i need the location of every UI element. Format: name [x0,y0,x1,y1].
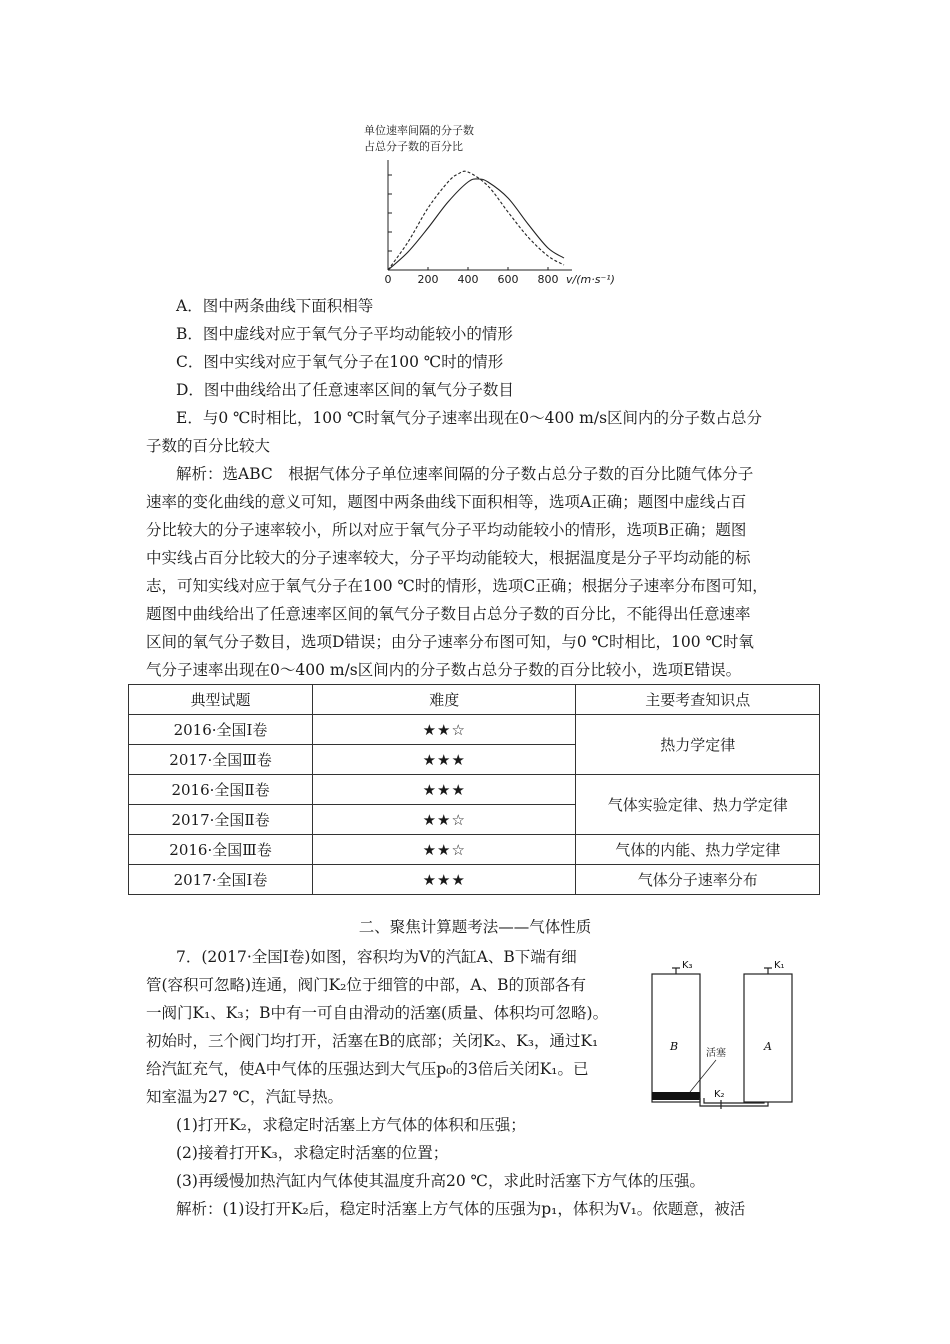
solid-curve [388,179,564,270]
option-b: B．图中虚线对应于氧气分子平均动能较小的情形 [176,325,513,343]
difficulty-stars: ★★☆ [313,715,576,745]
chart-xlabel: v/(m·s⁻¹) [566,273,615,286]
table-row [129,715,820,745]
question-line: 7．(2017·全国Ⅰ卷)如图，容积均为V的汽缸A、B下端有细 [176,948,577,966]
exam-cell: 2017·全国Ⅰ卷 [129,865,313,895]
chart-ylabel-line-1: 单位速率间隔的分子数 [364,124,474,137]
label-a: A [764,1040,772,1053]
exam-cell: 2016·全国Ⅱ卷 [129,775,313,805]
option-c: C．图中实线对应于氧气分子在100 ℃时的情形 [176,353,504,371]
question-line: 管(容积可忽略)连通，阀门K₂位于细管的中部，A、B的顶部各有 [146,976,586,994]
label-piston: 活塞 [706,1048,726,1059]
sub-question-3: (3)再缓慢加热汽缸内气体使其温度升高20 ℃，求此时活塞下方气体的压强。 [176,1172,705,1190]
cylinder-a [744,974,792,1102]
option-a: A．图中两条曲线下面积相等 [176,297,374,315]
table-header-topic: 主要考查知识点 [576,685,820,715]
table-header-difficulty: 难度 [313,685,576,715]
analysis-line: 气分子速率出现在0～400 m/s区间内的分子数占总分子数的百分比较小，选项E错误。 [146,661,742,679]
chart-series [388,171,564,270]
option-d: D．图中曲线给出了任意速率区间的氧气分子数目 [176,381,514,399]
table-row [129,835,820,865]
cylinder-b [652,974,700,1102]
difficulty-stars: ★★☆ [313,835,576,865]
chart-x-tick-label: 0 [384,273,392,286]
topic-cell: 气体分子速率分布 [576,865,820,895]
label-k1: K₁ [774,960,785,971]
topic-cell: 气体的内能、热力学定律 [576,835,820,865]
speed-distribution-chart [356,120,626,292]
cylinder-diagram [646,958,806,1110]
analysis-line: 题图中曲线给出了任意速率区间的氧气分子数目占总分子数的百分比，不能得出任意速率 [146,605,751,623]
chart-y-ticks [388,175,392,251]
analysis-line: 分比较大的分子速率较小，所以对应于氧气分子平均动能较小的情形，选项B正确；题图 [146,521,747,539]
sub-question-1: (1)打开K₂，求稳定时活塞上方气体的体积和压强； [176,1116,526,1134]
label-k3: K₃ [682,960,693,971]
difficulty-stars: ★★★ [313,745,576,775]
table-row [129,775,820,805]
analysis-line: 解析：选ABC 根据气体分子单位速率间隔的分子数占总分子数的百分比随气体分子 [176,465,754,483]
analysis-line: 速率的变化曲线的意义可知，题图中两条曲线下面积相等，选项A正确；题图中虚线占百 [146,493,747,511]
difficulty-stars: ★★★ [313,775,576,805]
exam-cell: 2016·全国Ⅲ卷 [129,835,313,865]
solution-line: 解析：(1)设打开K₂后，稳定时活塞上方气体的压强为p₁，体积为V₁。依题意，被活 [176,1200,746,1218]
table-header-row [129,685,820,715]
chart-x-tick-label: 800 [537,273,559,286]
chart-svg [356,120,626,292]
chart-ylabel-line-2: 占总分子数的百分比 [364,140,463,153]
question-line: 一阀门K₁、K₃；B中有一可自由滑动的活塞(质量、体积均可忽略)。 [146,1004,609,1022]
exam-cell: 2017·全国Ⅱ卷 [129,805,313,835]
piston-pointer [690,1060,716,1092]
table-row [129,865,820,895]
question-line: 给汽缸充气，使A中气体的压强达到大气压p₀的3倍后关闭K₁。已 [146,1060,589,1078]
analysis-line: 志，可知实线对应于氧气分子在100 ℃时的情形，选项C正确；根据分子速率分布图可知， [146,577,768,595]
chart-x-tick-label: 200 [417,273,439,286]
analysis-line: 区间的氧气分子数目，选项D错误；由分子速率分布图可知，与0 ℃时相比，100 ℃时氧 [146,633,754,651]
label-b: B [670,1040,679,1053]
option-e-cont: 子数的百分比较大 [146,437,271,455]
difficulty-table [128,684,820,895]
label-k2: K₂ [714,1089,725,1100]
topic-cell: 气体实验定律、热力学定律 [576,775,820,835]
difficulty-stars: ★★☆ [313,805,576,835]
analysis-line: 中实线占百分比较大的分子速率较大，分子平均动能较大，根据温度是分子平均动能的标 [146,549,751,567]
piston [652,1092,700,1100]
question-line: 初始时，三个阀门均打开，活塞在B的底部；关闭K₂、K₃，通过K₁ [146,1032,599,1050]
exam-cell: 2017·全国Ⅲ卷 [129,745,313,775]
difficulty-stars: ★★★ [313,865,576,895]
option-e: E．与0 ℃时相比，100 ℃时氧气分子速率出现在0～400 m/s区间内的分子数占总分 [176,409,763,427]
topic-cell: 热力学定律 [576,715,820,775]
sub-question-2: (2)接着打开K₃，求稳定时活塞的位置； [176,1144,449,1162]
dashed-curve [388,171,564,270]
chart-x-tick-label: 400 [457,273,479,286]
table-header-exam: 典型试题 [129,685,313,715]
chart-x-tick-label: 600 [497,273,519,286]
cylinder-figure [646,958,806,1110]
section-heading: 二、聚焦计算题考法——气体性质 [358,918,592,936]
question-line: 知室温为27 ℃，汽缸导热。 [146,1088,343,1106]
exam-cell: 2016·全国Ⅰ卷 [129,715,313,745]
